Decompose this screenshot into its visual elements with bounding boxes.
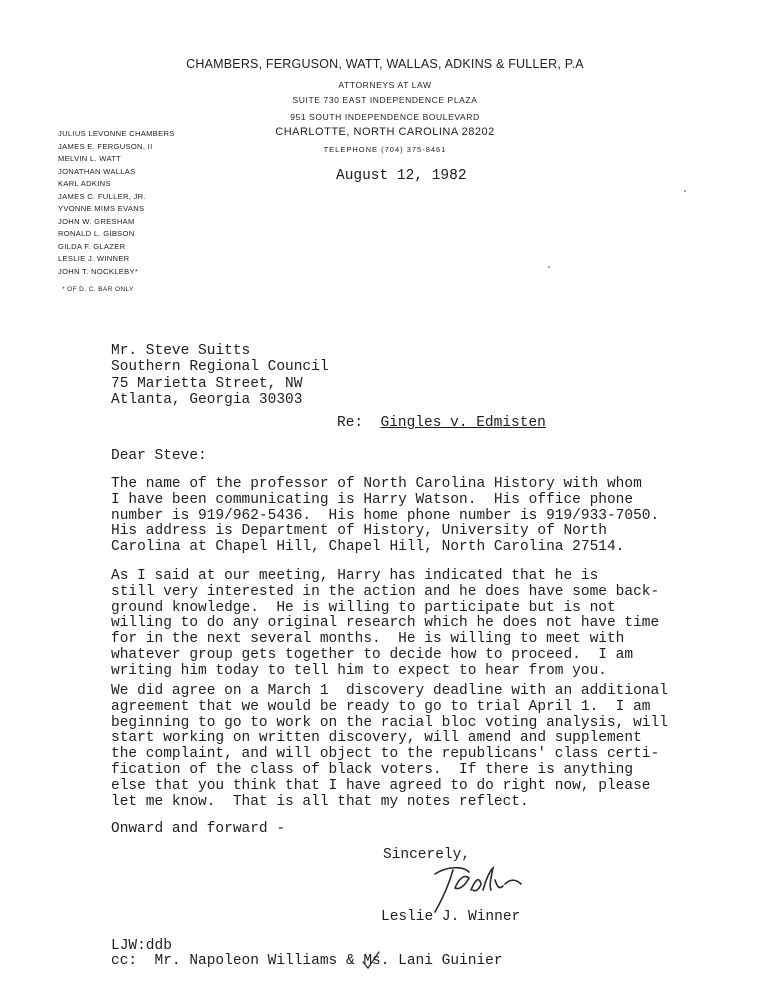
partner-name: JONATHAN WALLAS	[58, 166, 136, 176]
partner-name: JAMES E. FERGUSON, II	[58, 141, 153, 151]
partner-name: JULIUS LEVONNE CHAMBERS	[58, 129, 175, 138]
body-paragraph: We did agree on a March 1 discovery deadline with an additional agreement that we would be ready to go to trial April 1. I am beginning to go to work on the racial bloc voting analysis, will start working on written discovery, will amend and supplement the complaint, and will object to the republicans' class certi- fication of the class of black voters. If there is anything else that you think that I have agreed to do right now, please let me know. That is all that my notes reflect.	[111, 683, 668, 810]
firm-subtitle: ATTORNEYS AT LAW	[338, 80, 432, 90]
salutation: Dear Steve:	[111, 448, 207, 464]
partner-name: MELVIN L. WATT	[58, 154, 122, 163]
body-paragraph: The name of the professor of North Carolina History with whom I have been communicating is Harry Watson. His office phone number is 919/962-5436. His home phone number is 919/933-7050. His address is Department of History, University of North Carolina at Chapel Hill, Chapel Hill, North Carolina 27514.	[111, 476, 660, 556]
firm-telephone: TELEPHONE (704) 375-8461	[323, 145, 447, 154]
partner-name: KARL ADKINS	[58, 179, 111, 188]
partner-footnote: * OF D. C. BAR ONLY	[62, 286, 134, 293]
partner-name: YVONNE MIMS EVANS	[58, 204, 145, 213]
paper-speck	[684, 190, 686, 192]
recipient-city: Atlanta, Georgia 30303	[111, 391, 303, 408]
partner-name: JOHN W. GRESHAM	[58, 216, 135, 226]
recipient-street: 75 Marietta Street, NW	[111, 375, 303, 392]
body-paragraph: As I said at our meeting, Harry has indicated that he is still very interested in the action and he does have some back- ground knowledge. He is willing to participate but is not willing to do any original research which he does not have time for in the next several months. He is willing to meet with whatever group gets together to decide how to proceed. I am writing him today to tell him to expect to hear from you.	[111, 568, 660, 679]
letter-date: August 12, 1982	[336, 168, 467, 184]
re-case: Gingles v. Edmisten	[380, 415, 546, 431]
firm-address-line2: 951 SOUTH INDEPENDENCE BOULEVARD	[290, 112, 480, 122]
partner-list	[58, 128, 175, 278]
check-mark-icon	[362, 950, 380, 970]
partner-name: JAMES C. FULLER, JR.	[58, 191, 146, 201]
recipient-organization: Southern Regional Council	[111, 359, 329, 376]
recipient-name: Mr. Steve Suitts	[111, 343, 251, 359]
closing-line: Onward and forward -	[111, 821, 286, 837]
partner-name: LESLIE J. WINNER	[58, 254, 130, 263]
sign-off: Sincerely,	[383, 847, 471, 863]
firm-address-line1: SUITE 730 EAST INDEPENDENCE PLAZA	[292, 95, 478, 105]
signer-name: Leslie J. Winner	[381, 909, 521, 925]
firm-name: CHAMBERS, FERGUSON, WATT, WALLAS, ADKINS & FULLER, P.A	[186, 57, 584, 71]
partner-name: RONALD L. GIBSON	[58, 229, 135, 238]
partner-name: JOHN T. NOCKLEBY*	[58, 266, 139, 276]
partner-name: GILDA F. GLAZER	[58, 241, 126, 251]
typist-initials: LJW:ddb	[111, 938, 172, 954]
handwritten-signature	[425, 858, 525, 916]
cc-line: cc: Mr. Napoleon Williams & Ms. Lani Guinier	[111, 953, 503, 969]
paper-speck	[548, 266, 550, 268]
firm-city: CHARLOTTE, NORTH CAROLINA 28202	[275, 126, 495, 138]
re-label: Re:	[337, 415, 364, 431]
recipient-address	[111, 343, 329, 408]
re-line	[337, 415, 546, 431]
